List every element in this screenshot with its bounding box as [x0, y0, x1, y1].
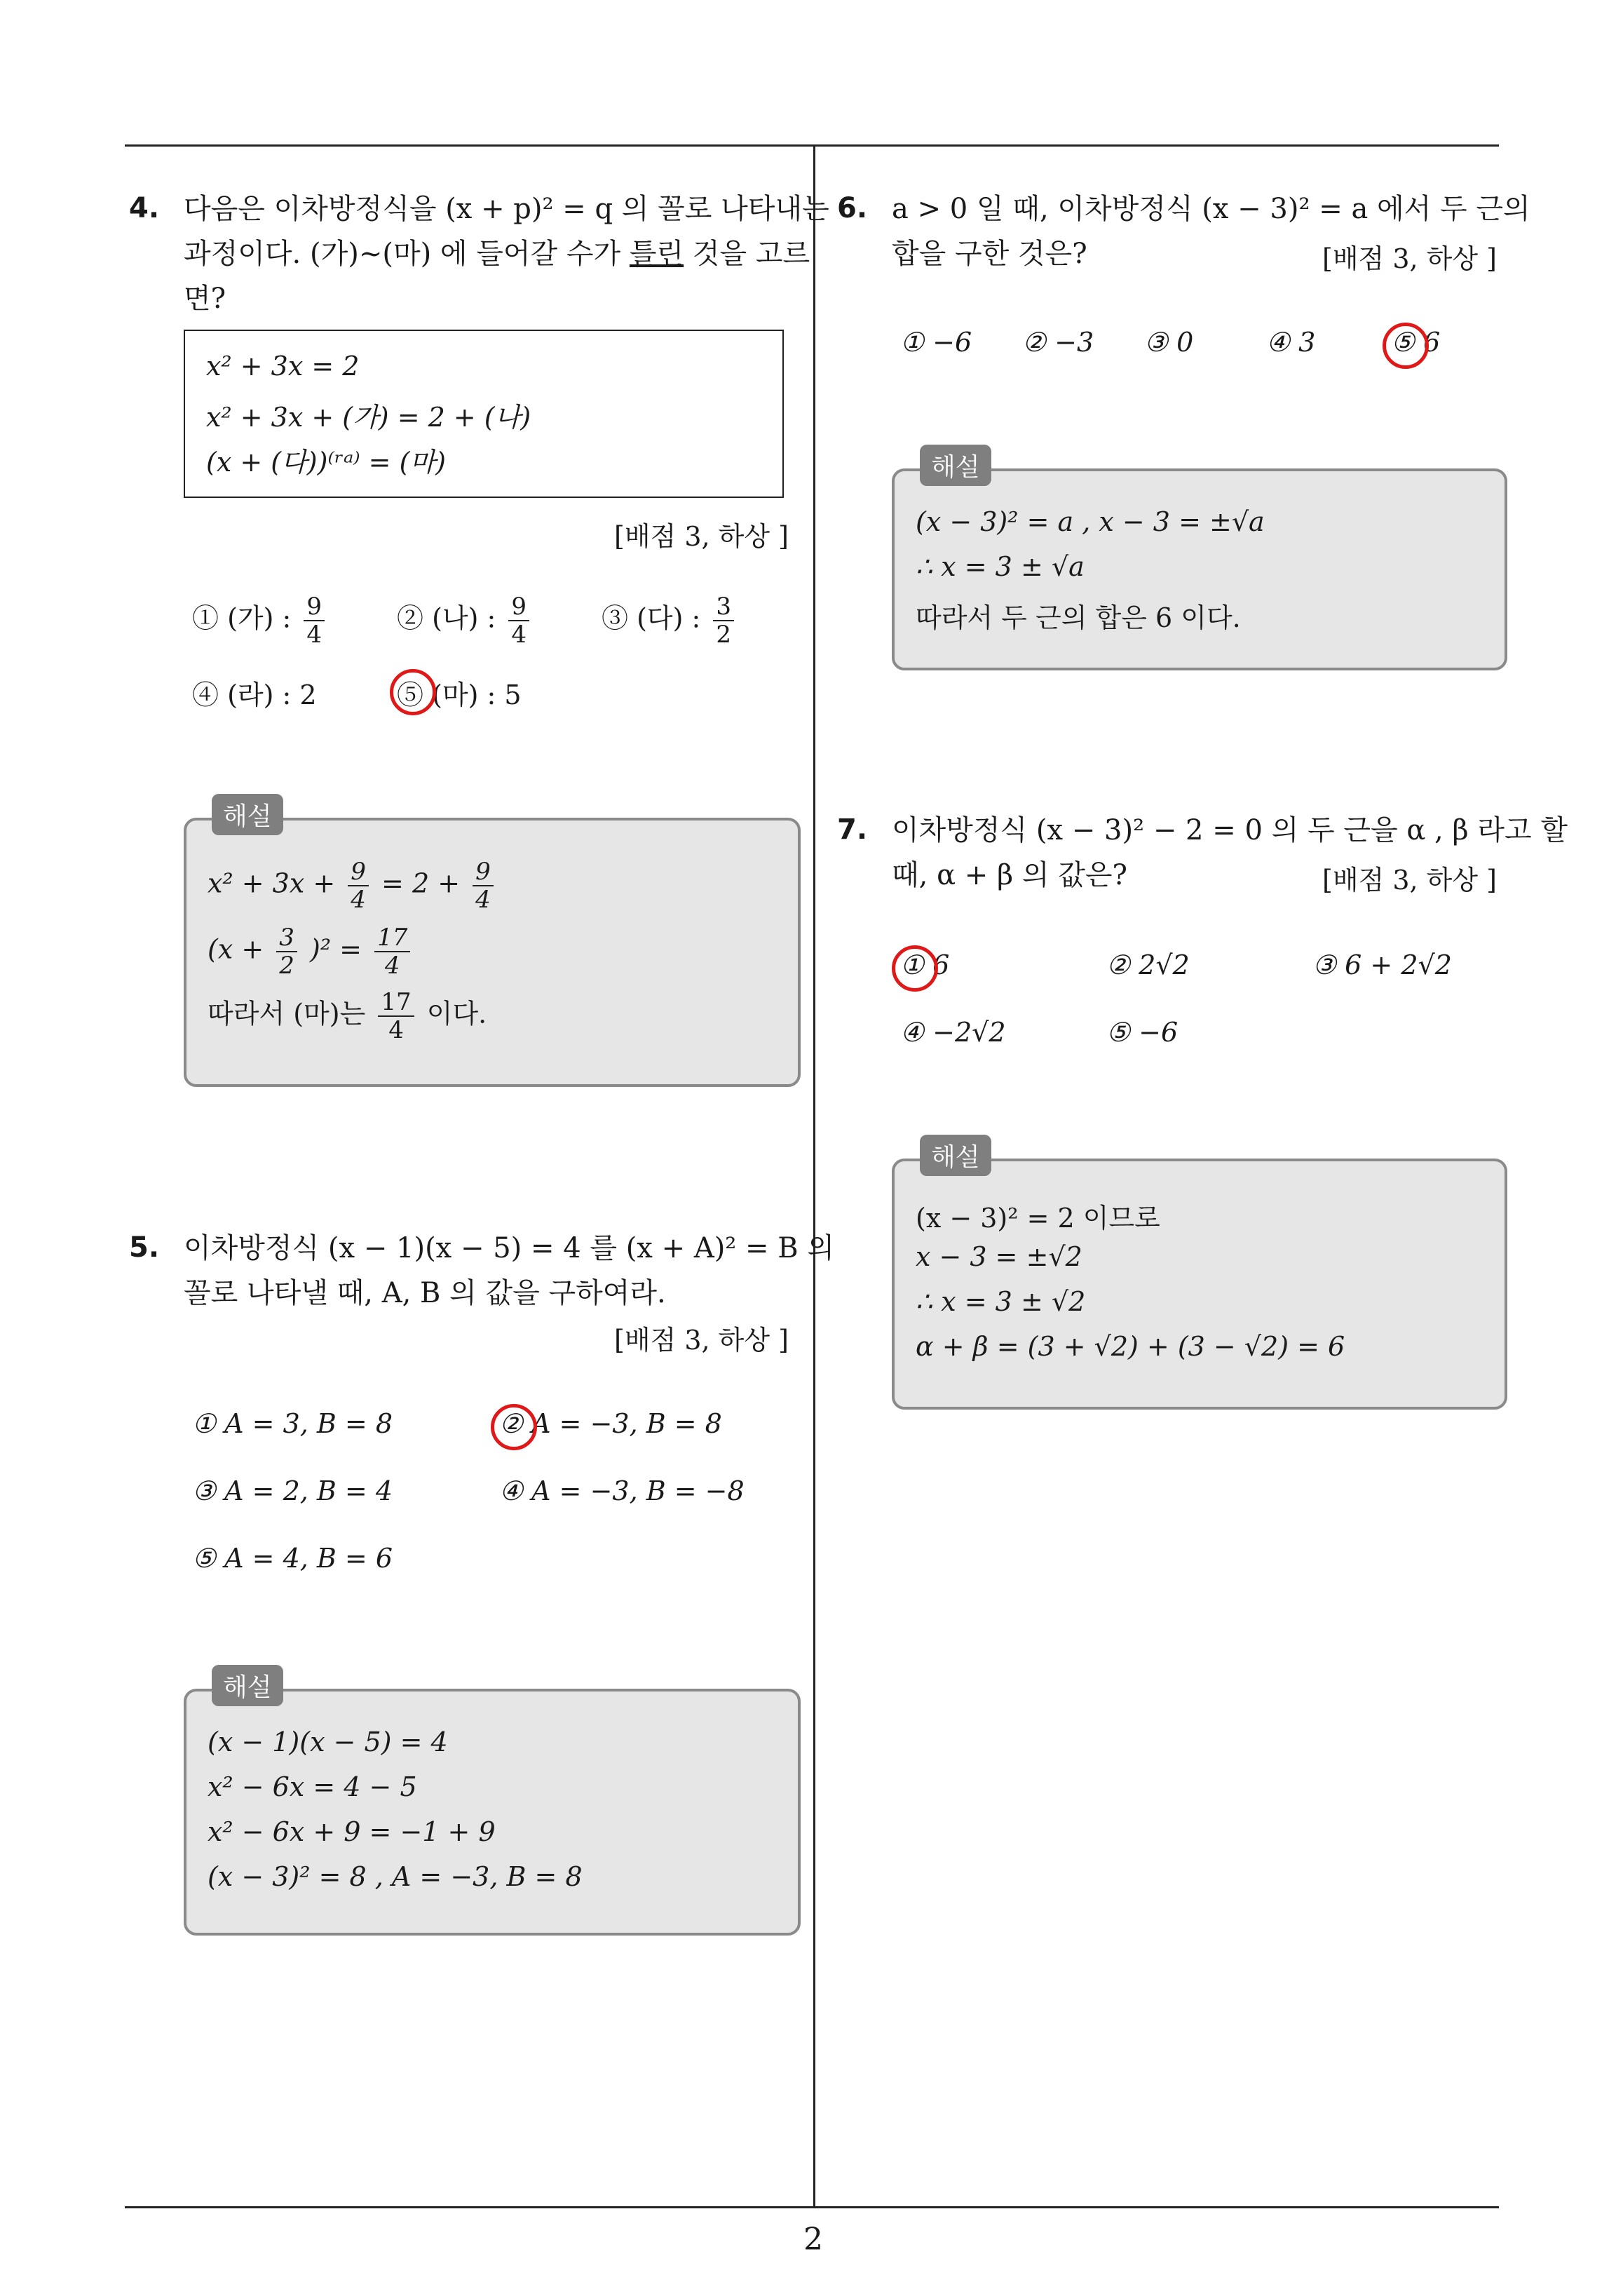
- solution-box: [892, 1159, 1507, 1410]
- process-line-3: (x + (다))⁽ʳᵃ⁾ = (마): [206, 447, 446, 478]
- question-text-part: 과정이다. (가)~(마) 에 들어갈 수가: [184, 238, 630, 270]
- choice-2[interactable]: [397, 593, 534, 648]
- question-text-line-1: 이차방정식 (x − 3)² − 2 = 0 의 두 근을 α , β 라고 할: [892, 814, 1568, 846]
- choice-3[interactable]: ③ 6 + 2√2: [1312, 950, 1452, 980]
- solution-box: [184, 1689, 801, 1936]
- process-line-1: x² + 3x = 2: [206, 351, 360, 381]
- correct-answer-circle: [390, 669, 436, 715]
- question-text-part: 것을 고르: [684, 238, 810, 270]
- choice-label: ① (가) :: [192, 602, 292, 634]
- process-line-2: x² + 3x + (가) = 2 + (나): [206, 402, 531, 433]
- question-number: 6.: [837, 192, 868, 224]
- emphasis-wrong: 틀린: [629, 238, 684, 270]
- question-text-line-2: 꼴로 나타낼 때, A, B 의 값을 구하여라.: [184, 1277, 666, 1309]
- correct-answer-circle: [1383, 323, 1429, 369]
- solution-line-3: ∴ x = 3 ± √2: [916, 1286, 1086, 1317]
- solution-line-3: x² − 6x + 9 = −1 + 9: [208, 1816, 496, 1847]
- choice-1[interactable]: ① 6: [900, 950, 950, 980]
- solution-box: [184, 818, 801, 1087]
- solution-line-2: ∴ x = 3 ± √a: [916, 551, 1085, 582]
- question-text-line-2: 때, α + β 의 값은?: [892, 859, 1127, 891]
- choice-4[interactable]: ④ −2√2: [900, 1017, 1006, 1048]
- choice-4[interactable]: ④ A = −3, B = −8: [499, 1475, 745, 1506]
- solution-line-1: (x − 1)(x − 5) = 4: [208, 1727, 448, 1757]
- choice-2[interactable]: ② 2√2: [1106, 950, 1190, 980]
- column-divider: [813, 144, 815, 2206]
- question-number: 4.: [129, 192, 160, 224]
- choice-5[interactable]: ⑤ A = 4, B = 6: [192, 1543, 393, 1574]
- question-number: 5.: [129, 1231, 160, 1264]
- top-rule: [125, 144, 1499, 147]
- choice-2[interactable]: ② −3: [1022, 327, 1094, 358]
- solution-line-2: x² − 6x = 4 − 5: [208, 1771, 417, 1802]
- bottom-rule: [125, 2206, 1499, 2208]
- solution-tab: 해설: [212, 794, 283, 835]
- choice-4[interactable]: ④ 3: [1266, 327, 1316, 358]
- choice-1[interactable]: ① A = 3, B = 8: [192, 1408, 393, 1439]
- choice-5[interactable]: ⑤ (마) : 5: [397, 680, 522, 710]
- solution-line-3: 따라서 (마)는 $\frac{17}{4}$ 이다.: [208, 988, 487, 1044]
- question-text-line-2: [184, 231, 810, 276]
- score-label: [배점 3, 하상 ]: [1322, 243, 1497, 274]
- solution-line-1: x² + 3x + $\frac{9}{4}$ = 2 + $\frac{9}{4}$: [208, 858, 498, 913]
- choice-3[interactable]: ③ A = 2, B = 4: [192, 1475, 393, 1506]
- choice-3[interactable]: ③ 0: [1144, 327, 1194, 358]
- choice-5[interactable]: ⑤ 6: [1391, 327, 1441, 358]
- choice-1[interactable]: [192, 593, 329, 648]
- choice-2[interactable]: ② A = −3, B = 8: [499, 1408, 722, 1439]
- solution-line-4: (x − 3)² = 8 , A = −3, B = 8: [208, 1861, 583, 1892]
- solution-line-2: (x + $\frac{3}{2}$ )² = $\frac{17}{4}$: [208, 924, 414, 979]
- fraction: $\frac{9}{4}$: [508, 593, 529, 648]
- score-label: [배점 3, 하상 ]: [614, 1325, 789, 1356]
- question-text-line-2: 합을 구한 것은?: [892, 238, 1087, 270]
- page-number: 2: [803, 2222, 823, 2257]
- solution-box: [892, 468, 1507, 670]
- choice-1[interactable]: ① −6: [900, 327, 972, 358]
- choice-label: ③ (다) :: [602, 602, 701, 634]
- choice-4[interactable]: ④ (라) : 2: [192, 680, 317, 710]
- question-text-line-1: 다음은 이차방정식을 (x + p)² = q 의 꼴로 나타내는: [184, 193, 829, 225]
- solution-line-3: 따라서 두 근의 합은 6 이다.: [916, 602, 1241, 633]
- process-box: [184, 330, 784, 498]
- correct-answer-circle: [491, 1404, 537, 1450]
- solution-line-1: (x − 3)² = 2 이므로: [916, 1203, 1160, 1234]
- solution-line-4: α + β = (3 + √2) + (3 − √2) = 6: [916, 1331, 1345, 1362]
- choice-3[interactable]: [602, 593, 738, 648]
- choice-label: ② (나) :: [397, 602, 496, 634]
- question-text-line-3: 면?: [184, 283, 226, 315]
- solution-line-2: x − 3 = ±√2: [916, 1241, 1082, 1272]
- choice-5[interactable]: ⑤ −6: [1106, 1017, 1179, 1048]
- question-text-line-1: a > 0 일 때, 이차방정식 (x − 3)² = a 에서 두 근의: [892, 193, 1530, 225]
- question-text-line-1: 이차방정식 (x − 1)(x − 5) = 4 를 (x + A)² = B 의: [184, 1232, 835, 1264]
- solution-tab: 해설: [212, 1665, 283, 1706]
- solution-line-1: (x − 3)² = a , x − 3 = ±√a: [916, 506, 1265, 537]
- correct-answer-circle: [892, 945, 938, 992]
- solution-tab: 해설: [920, 1135, 991, 1176]
- score-label: [배점 3, 하상 ]: [614, 521, 789, 552]
- fraction: $\frac{9}{4}$: [304, 593, 325, 648]
- solution-tab: 해설: [920, 445, 991, 486]
- question-number: 7.: [837, 813, 868, 846]
- score-label: [배점 3, 하상 ]: [1322, 865, 1497, 896]
- fraction: $\frac{3}{2}$: [713, 593, 734, 648]
